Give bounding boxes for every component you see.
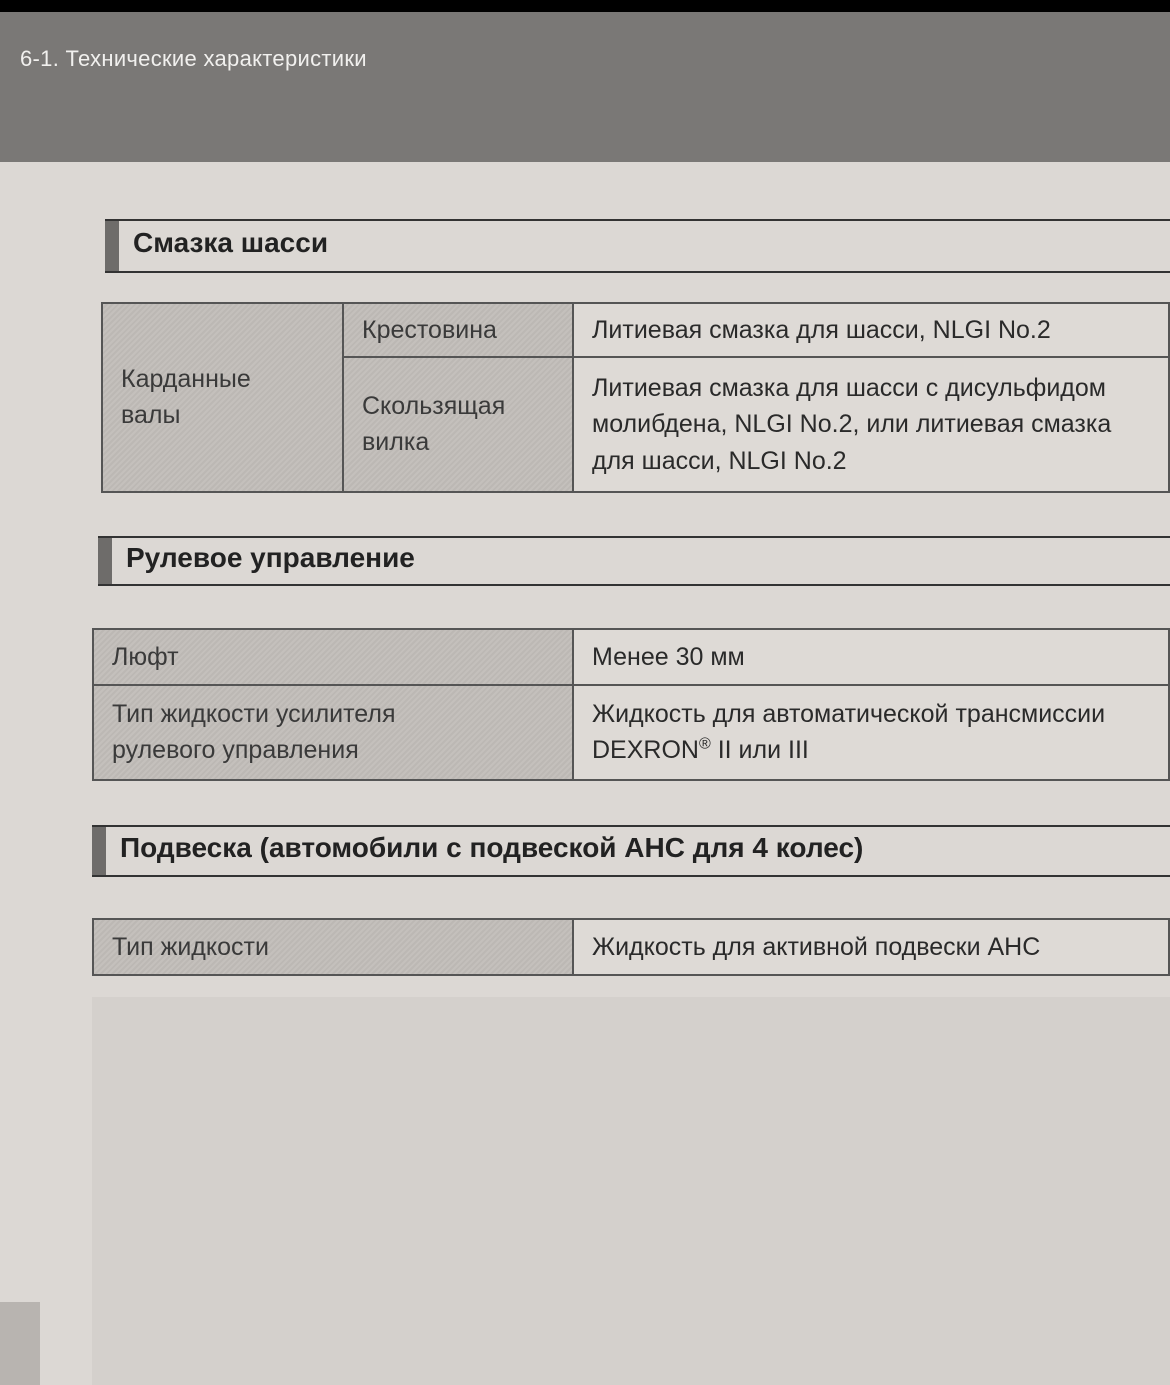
row-value: Жидкость для активной подвески AHC [573, 919, 1169, 975]
page-header-title: 6-1. Технические характеристики [20, 46, 367, 71]
group-label: Карданные валы [102, 303, 343, 492]
row-label: Люфт [93, 629, 573, 685]
section-title: Рулевое управление [126, 542, 415, 573]
section-bar-steering [98, 536, 1170, 586]
section-title: Подвеска (автомобили с подвеской AHC для 4 колес) [120, 832, 864, 863]
row-value: Литиевая смазка для шасси с дисульфидом молибдена, NLGI No.2, или литиевая смазка для шасси, NLGI No.2 [573, 357, 1169, 492]
section-title: Смазка шасси [133, 227, 329, 258]
bleed-through-area [92, 997, 1170, 1385]
row-label: Скользящая вилка [343, 357, 573, 492]
table-row [102, 303, 1169, 357]
table-row [93, 629, 1169, 685]
registered-mark: ® [698, 735, 711, 753]
row-label: Крестовина [343, 303, 573, 357]
section-tab [105, 221, 119, 271]
page-header [0, 12, 1170, 162]
chassis-lubrication-table [101, 302, 1170, 493]
manual-page [0, 12, 1170, 1385]
row-value: Литиевая смазка для шасси, NLGI No.2 [573, 303, 1169, 357]
row-value-main: Жидкость для автоматической трансмиссии DEXRON [592, 700, 1106, 765]
table-row [93, 685, 1169, 780]
section-tab [92, 827, 106, 875]
row-label: Тип жидкости [93, 919, 573, 975]
section-bar-chassis-lubrication [105, 219, 1170, 273]
steering-table [92, 628, 1170, 781]
section-tab [98, 538, 112, 584]
row-value-tail: II или III [710, 736, 809, 765]
section-bar-suspension [92, 825, 1170, 877]
table-row [93, 919, 1169, 975]
page-spine-shadow [0, 1302, 40, 1385]
suspension-table [92, 918, 1170, 976]
row-label: Тип жидкости усилителя рулевого управления [93, 685, 573, 780]
row-value: Менее 30 мм [573, 629, 1169, 685]
row-value [573, 685, 1169, 780]
